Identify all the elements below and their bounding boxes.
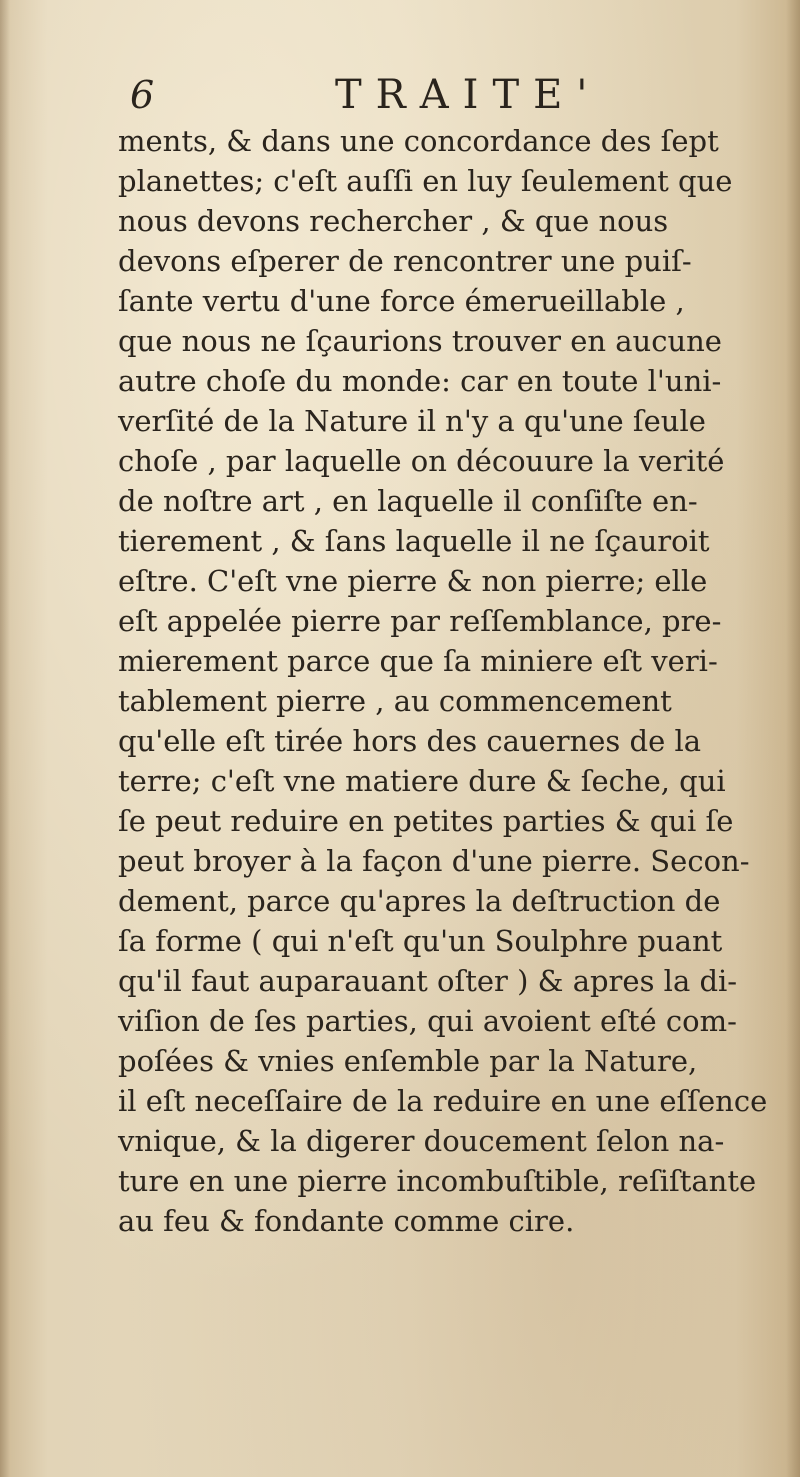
text-line: poſées & vnies enſemble par la Nature, [118,1044,698,1078]
text-line: ments, & dans une concordance des ſept [118,124,719,158]
text-line: autre choſe du monde: car en toute l'uni- [118,364,722,398]
text-line: dement, parce qu'apres la deſtruction de [118,884,721,918]
text-line: choſe , par laquelle on découure la verité [118,444,725,478]
text-line: terre; c'eſt vne matiere dure & ſeche, qui [118,764,726,798]
page-header [130,70,790,120]
body-text [118,121,778,1241]
text-line: devons eſperer de rencontrer une puiſ- [118,244,692,278]
text-line: de noſtre art , en laquelle il conſiſte en- [118,484,698,518]
text-line: ſante vertu d'une force émerueillable , [118,284,685,318]
page-number: 6 [130,73,155,117]
text-line: nous devons rechercher , & que nous [118,204,669,238]
text-line: viſion de ſes parties, qui avoient eſté com- [118,1004,737,1038]
text-line: eſtre. C'eſt vne pierre & non pierre; elle [118,564,708,598]
page-right-shadow [786,0,800,1477]
text-line: qu'il faut auparauant oſter ) & apres la di- [118,964,738,998]
text-line: qu'elle eſt tirée hors des cauernes de la [118,724,702,758]
text-line: vnique, & la digerer doucement ſelon na- [118,1124,725,1158]
page-left-shadow [0,0,10,1477]
text-line: peut broyer à la façon d'une pierre. Secon- [118,844,750,878]
text-line: ſa forme ( qui n'eſt qu'un Soulphre puant [118,924,723,958]
text-line: tablement pierre , au commencement [118,684,672,718]
text-line: ture en une pierre incombuſtible, reſiſtante [118,1164,757,1198]
text-line: mierement parce que ſa miniere eſt veri- [118,644,718,678]
text-line: planettes; c'eſt auſſi en luy ſeulement que [118,164,733,198]
text-line: ſe peut reduire en petites parties & qui ſe [118,804,734,838]
running-title: TRAITE' [335,72,602,118]
text-line: tierement , & ſans laquelle il ne ſçauroit [118,524,710,558]
text-line: au feu & fondante comme cire. [118,1204,575,1238]
text-line: il eſt neceſſaire de la reduire en une eſſence [118,1084,768,1118]
text-line: verſité de la Nature il n'y a qu'une ſeule [118,404,706,438]
text-line: eſt appelée pierre par reſſemblance, pre- [118,604,722,638]
text-line: que nous ne ſçaurions trouver en aucune [118,324,722,358]
